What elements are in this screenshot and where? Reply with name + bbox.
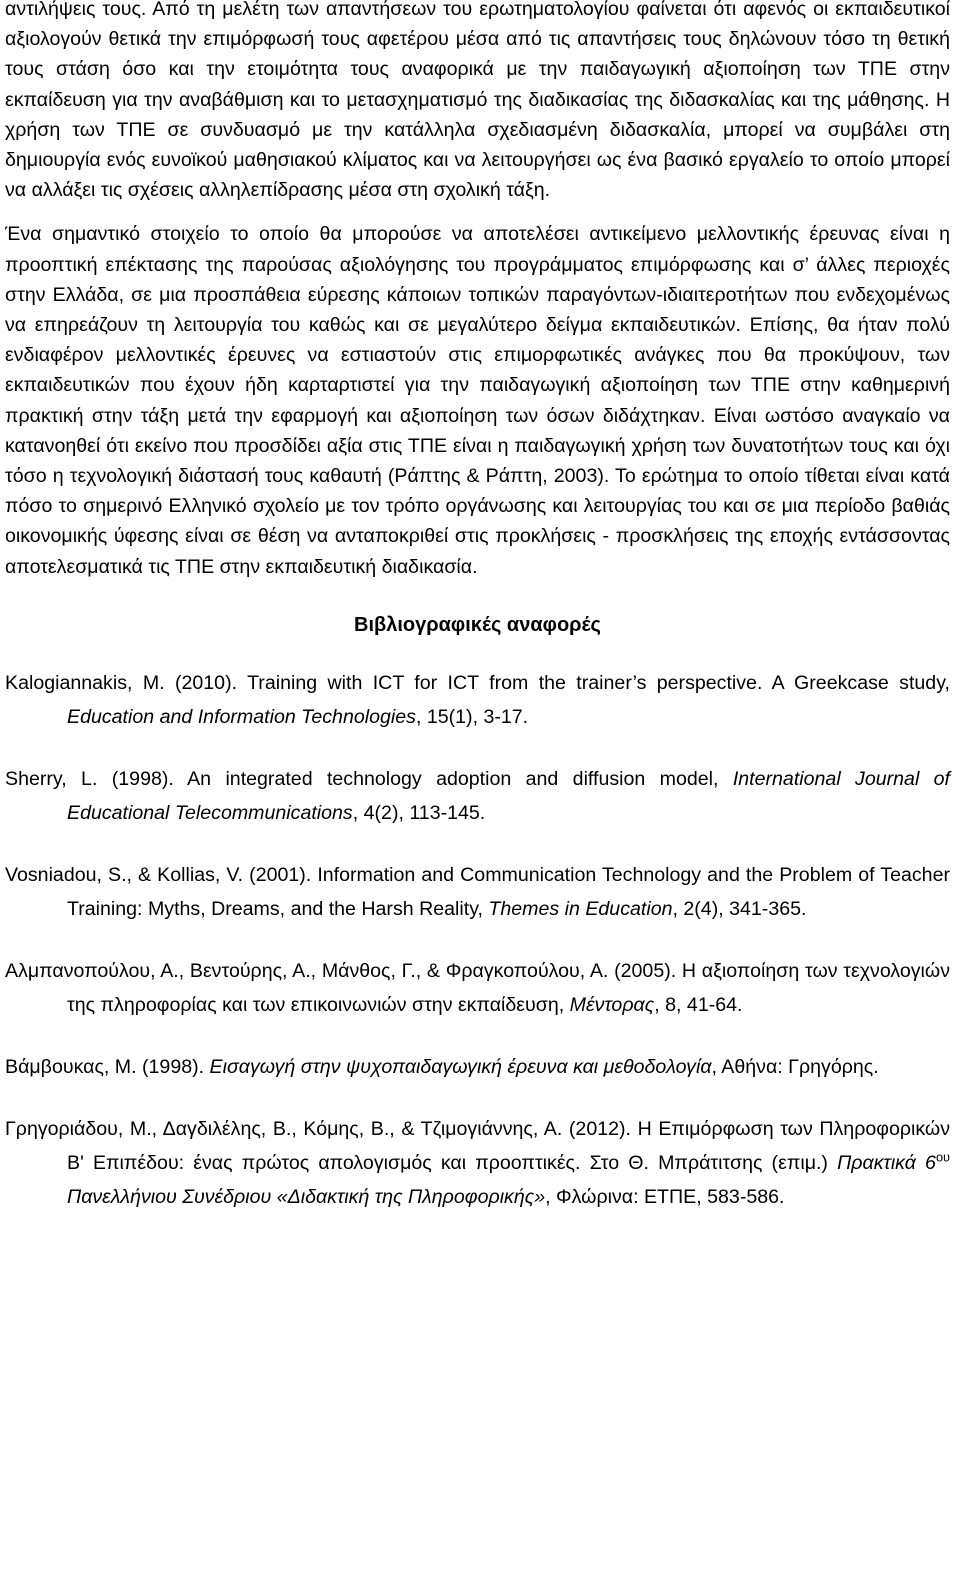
body-paragraph-2: Ένα σημαντικό στοιχείο το οποίο θα μπορούσε να αποτελέσει αντικείμενο μελλοντικής έρευνας είναι η προοπτική επέκτασης της παρούσας αξιολόγησης του προγράμματος επιμόρφωσης και σ’ άλλες περιοχές στην Ελλάδα, σε μια προσπάθεια εύρεσης κάποιων τοπικών παραγόντων-ιδιαιτεροτήτων που ενδεχομένως να επηρεάζουν τη λειτουργία του καθώς και σε μεγαλύτερο δείγμα εκπαιδευτικών. Επίσης, θα ήταν πολύ ενδιαφέρον μελλοντικές έρευνες να εστιαστούν στις επιμορφωτικές ανάγκες που θα προκύψουν, των εκπαιδευτικών που έχουν ήδη καρταρτιστεί για την παιδαγωγική αξιοποίηση των ΤΠΕ στην καθημερινή πρακτική στην τάξη μετά την εφαρμογή και αξιοποίηση των όσων διδάχτηκαν. Είναι ωστόσο αναγκαίο να κατανοηθεί ότι εκείνο που προσδίδει αξία στις ΤΠΕ είναι η παιδαγωγική χρήση των δυνατοτήτων τους και όχι τόσο η τεχνολογική διάστασή τους καθαυτή (Ράπτης & Ράπτη, 2003). Το ερώτημα το οποίο τίθεται είναι κατά πόσο το σημερινό Ελληνικό σχολείο με τον τρόπο οργάνωσης και λειτουργίας του και σε μια περίοδο βαθιάς οικονομικής ύφεσης είναι σε θέση να ανταποκριθεί στις προκλήσεις - προσκλήσεις της εποχής εντάσσοντας αποτελεσματικά τις ΤΠΕ στην εκπαιδευτική διαδικασία. [5,223,950,578]
reference-item: Βάμβουκας, Μ. (1998). Εισαγωγή στην ψυχοπαιδαγωγική έρευνα και μεθοδολογία, Αθήνα: Γρηγόρης. [5,1055,879,1078]
reference-item: Αλμπανοπούλου, Α., Βεντούρης, Α., Μάνθος, Γ., & Φραγκοπούλου, Α. (2005). Η αξιοποίηση των τεχνολογιών της πληροφορίας και των επικοινωνιών στην εκπαίδευση, Μέντορας, 8, 41-64. [5,959,950,1016]
references-list [5,666,950,1214]
body-paragraph-1: αντιλήψεις τους. Από τη μελέτη των απαντήσεων του ερωτηματολογίου φαίνεται ότι αφενός οι εκπαιδευτικοί αξιολογούν θετικά την επιμόρφωσή τους αφετέρου μέσα από τις απαντήσεις τους δηλώνουν τόσο τη θετική τους στάση όσο και την ετοιμότητα τους αναφορικά με την παιδαγωγική αξιοποίηση των ΤΠΕ στην εκπαίδευση για την αναβάθμιση και το μετασχηματισμό της διαδικασίας της διδασκαλίας και της μάθησης. Η χρήση των ΤΠΕ σε συνδυασμό με την κατάλληλα σχεδιασμένη διδασκαλία, μπορεί να συμβάλει στη δημιουργία ενός ευνοϊκού μαθησιακού κλίματος και να λειτουργήσει ως ένα βασικό εργαλείο το οποίο μπορεί να αλλάξει τις σχέσεις αλληλεπίδρασης μέσα στη σχολική τάξη. [5,0,950,202]
reference-item: Sherry, L. (1998). An integrated technology adoption and diffusion model, International Journal of Educational Telecommunications, 4(2), 113-145. [5,767,950,824]
reference-item: Γρηγοριάδου, Μ., Δαγδιλέλης, Β., Κόμης, Β., & Τζιμογιάννης, Α. (2012). Η Επιμόρφωση των Πληροφορικών Β' Επιπέδου: ένας πρώτος απολογισμός και προοπτικές. Στο Θ. Μπράτιτσης (επιμ.) Πρακτικά $6^{o\upsilon}$ Πανελλήνιου Συνέδριου «Διδακτική της Πληροφορικής», Φλώρινα: ΕΤΠΕ, 583-586. [5,1117,950,1208]
reference-item: Vosniadou, S., & Kollias, V. (2001). Information and Communication Technology and the Problem of Teacher Training: Myths, Dreams, and the Harsh Reality, Themes in Education, 2(4), 341-365. [5,863,950,920]
references-heading: Βιβλιογραφικές αναφορές [354,613,601,636]
reference-item: Kalogiannakis, M. (2010). Training with ICT for ICT from the trainer’s perspective. A Greekcase study, Education and Information Technologies, 15(1), 3-17. [5,671,950,728]
